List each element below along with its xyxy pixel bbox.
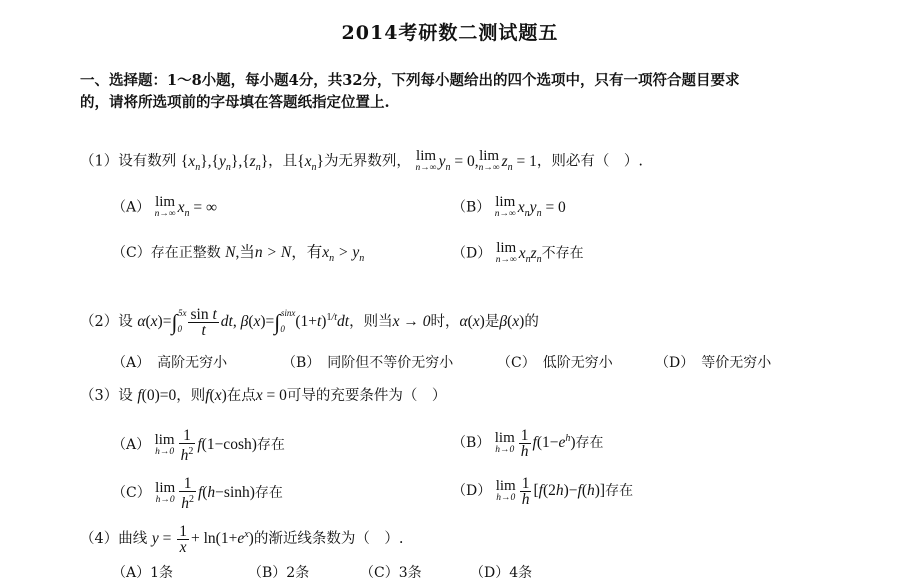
math-expression: lim n→∞ $x_ny_n = 0$: [494, 194, 566, 219]
option-text: 存在: [254, 485, 283, 502]
q2-option-c: （C） 低阶无穷小: [497, 355, 613, 371]
page-title: 2014考研数二测试题五: [341, 22, 559, 44]
question-text: 的: [524, 314, 539, 330]
q1-option-a: [112, 196, 217, 225]
math-expression: f(x): [205, 387, 227, 404]
math-expression: x → 0: [392, 313, 431, 330]
math-expression: lim n→∞ $x_n$ = ∞: [154, 194, 218, 219]
question-text: ，则: [176, 388, 206, 404]
q4-option-a: （A）1条: [112, 565, 174, 581]
question-number: （2）: [80, 314, 119, 330]
option-label: （D）: [452, 483, 492, 500]
q4-option-c: （C）3条: [360, 565, 422, 581]
question-3: [80, 385, 446, 407]
question-text: 设: [118, 388, 133, 404]
question-number: （1）: [80, 153, 119, 170]
math-expression: β(x): [499, 313, 525, 330]
math-expression: lim h→0 $\frac{1}{h}$ [f(2h)−f(h)]: [495, 475, 606, 508]
math-expression: lim h→0 $\frac{1}{h}$ $f(1-e^h)$: [494, 427, 576, 461]
math-expression: lim n→∞ $y_n = 0$, lim n→∞ $z_n = 1$: [415, 148, 537, 173]
option-label: （B）: [452, 435, 491, 452]
math-expression: lim h→0 $\frac{1}{h^2}$ f(h−sinh): [155, 475, 255, 513]
option-label: （A）: [112, 199, 151, 216]
question-number: （4）: [80, 531, 119, 548]
option-label: （B）: [452, 199, 491, 216]
question-text: 在点: [226, 388, 256, 404]
option-text: 存在: [256, 437, 285, 454]
question-2: [80, 302, 539, 340]
math-expression: α(x): [459, 313, 485, 330]
q3-option-b: [452, 428, 604, 459]
q2-option-d: （D） 等价无穷小: [655, 355, 772, 371]
math-expression: $\{x_n\}$: [297, 152, 324, 173]
q3-option-a: [112, 428, 285, 463]
q3-option-d: [452, 476, 633, 507]
question-text: ，且: [268, 153, 298, 170]
question-text: 为无界数列，: [323, 153, 411, 170]
math-expression: $\alpha(x)=\int_0^{5x}$ $\frac{\text{sin t}}{t}$ dt, $\beta(x)=\int_0^{sinx}(1+t)^{1/t}dt$: [137, 305, 350, 339]
section-instructions-line-1: 一、选择题：1～8小题，每小题4分，共32分，下列每小题给出的四个选项中，只有一项符合题目要求: [80, 72, 740, 89]
option-text: 存在: [605, 483, 634, 500]
question-text: 是: [484, 314, 500, 330]
math-expression: f(0)=0: [137, 387, 177, 404]
q3-option-c: [112, 476, 283, 511]
option-text: 存在正整数: [150, 245, 221, 261]
section-instructions-line-2: 的，请将所选项前的字母填在答题纸指定位置上.: [80, 94, 390, 111]
question-4: [80, 524, 403, 555]
math-expression: $\{x_n\},\{y_n\},\{z_n\}$: [180, 152, 269, 173]
question-number: （3）: [80, 388, 119, 404]
q2-option-a: （A） 高阶无穷小: [112, 355, 228, 371]
q2-option-b: （B） 同阶但不等价无穷小: [282, 355, 454, 371]
option-label: （C）: [112, 245, 151, 261]
math-expression: y = $\frac{1}{x}$ + $\ln(1+e^x)$: [151, 523, 254, 557]
option-text: 不存在: [541, 245, 584, 262]
q4-option-b: （B）2条: [248, 565, 310, 581]
q1-option-d: [452, 242, 584, 271]
option-label: （C）: [112, 485, 151, 502]
math-expression: lim h→0 $\frac{1}{h^2}$ f(1−cosh): [154, 427, 257, 465]
question-1: [80, 150, 643, 179]
question-text: 时，: [430, 314, 460, 330]
question-text: 可导的充要条件为（ ）: [286, 388, 447, 404]
question-text: 设有数列: [118, 153, 177, 170]
math-expression: x = 0: [255, 387, 287, 404]
option-label: （D）: [452, 245, 492, 262]
option-label: （A）: [112, 437, 151, 454]
question-text: ，则必有（ ）.: [536, 153, 644, 170]
q1-option-b: [452, 196, 566, 225]
q4-option-d: （D）4条: [470, 565, 533, 581]
q1-option-c: [112, 242, 364, 270]
math-expression: N,当n > N，有$x_n > y_n$: [225, 244, 365, 265]
option-text: 存在: [575, 435, 604, 452]
question-text: 设: [118, 314, 133, 330]
question-text: 曲线: [118, 531, 148, 548]
math-expression: lim n→∞ $x_nz_n$: [495, 240, 542, 265]
question-text: ，则当: [349, 314, 393, 330]
question-text: 的渐近线条数为（ ）.: [253, 531, 404, 548]
